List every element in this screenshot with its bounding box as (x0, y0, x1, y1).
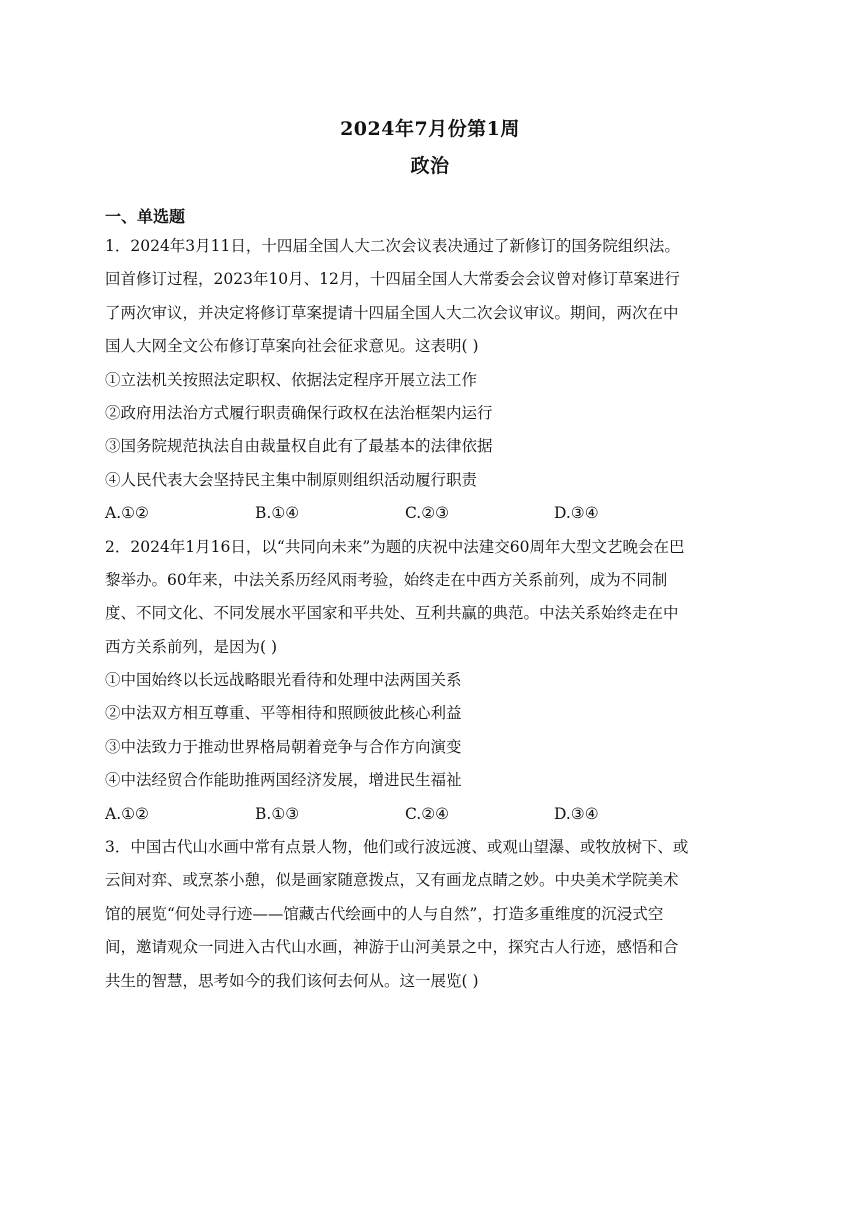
question-3 (105, 831, 760, 998)
question-1-stem-line-1: 1．2024年3月11日，十四届全国人大二次会议表决通过了新修订的国务院组织法。 (105, 237, 680, 255)
question-1-stem-line-3: 了两次审议，并决定将修订草案提请十四届全国人大二次会议审议。期间，两次在中 (105, 303, 679, 322)
question-1-stem-line-4: 国人大网全文公布修订草案向社会征求意见。这表明( ) (105, 337, 479, 356)
question-3-stem-line-4: 间，邀请观众一同进入古代山水画，神游于山河美景之中，探究古人行迹，感悟和合 (105, 938, 679, 957)
question-2-stem-line-2: 黎举办。60年来，中法关系历经风雨考验，始终走在中西方关系前列，成为不同制 (105, 570, 668, 589)
question-3-stem-line-1: 3．中国古代山水画中常有点景人物，他们或行波远渡、或观山望瀑、或牧放树下、或 (105, 838, 689, 857)
question-1-option-d: D.③④ (554, 504, 599, 523)
question-1-option-b: B.①④ (255, 504, 300, 523)
subject-title: 政治 (410, 155, 450, 177)
page-title: 2024年7月份第1周 (340, 118, 520, 140)
question-1-option-c: C.②③ (405, 504, 450, 523)
question-2-statement-1: ①中国始终以长远战略眼光看待和处理中法两国关系 (105, 671, 462, 690)
question-1-statement-4: ④人民代表大会坚持民主集中制原则组织活动履行职责 (105, 470, 478, 489)
question-2-stem-line-4: 西方关系前列，是因为( ) (105, 637, 278, 656)
question-1 (105, 230, 760, 531)
question-2-stem-line-1: 2．2024年1月16日，以“共同向未来”为题的庆祝中法建交60周年大型文艺晚会在巴 (105, 537, 685, 556)
question-2 (105, 531, 760, 832)
question-1-statement-3: ③国务院规范执法自由裁量权自此有了最基本的法律依据 (105, 437, 493, 456)
question-1-options (105, 497, 760, 530)
question-2-stem-line-3: 度、不同文化、不同发展水平国家和平共处、互利共赢的典范。中法关系始终走在中 (105, 604, 679, 623)
question-list (105, 230, 760, 998)
question-1-stem-line-2: 回首修订过程，2023年10月、12月，十四届全国人大常委会会议曾对修订草案进行 (105, 270, 680, 289)
question-1-statement-2: ②政府用法治方式履行职责确保行政权在法治框架内运行 (105, 403, 493, 422)
question-2-statement-4: ④中法经贸合作能助推两国经济发展，增进民生福祉 (105, 771, 462, 790)
question-2-option-a: A.①② (105, 804, 149, 823)
question-3-stem-line-2: 云间对弈、或烹茶小憩，似是画家随意拨点，又有画龙点睛之妙。中央美术学院美术 (105, 871, 679, 890)
question-1-statement-1: ①立法机关按照法定职权、依据法定程序开展立法工作 (105, 370, 478, 389)
question-2-option-c: C.②④ (405, 804, 450, 823)
question-1-option-a: A.①② (105, 504, 149, 523)
question-2-option-d: D.③④ (554, 804, 599, 823)
question-3-stem-line-5: 共生的智慧，思考如今的我们该何去何从。这一展览( ) (105, 971, 479, 990)
question-2-options (105, 798, 760, 831)
question-3-stem-line-3: 馆的展览“何处寻行迹——馆藏古代绘画中的人与自然”，打造多重维度的沉浸式空 (105, 904, 664, 923)
question-2-option-b: B.①③ (255, 804, 300, 823)
question-2-statement-3: ③中法致力于推动世界格局朝着竞争与合作方向演变 (105, 737, 462, 756)
section-heading: 一、单选题 (105, 207, 186, 226)
question-2-statement-2: ②中法双方相互尊重、平等相待和照顾彼此核心利益 (105, 704, 462, 723)
